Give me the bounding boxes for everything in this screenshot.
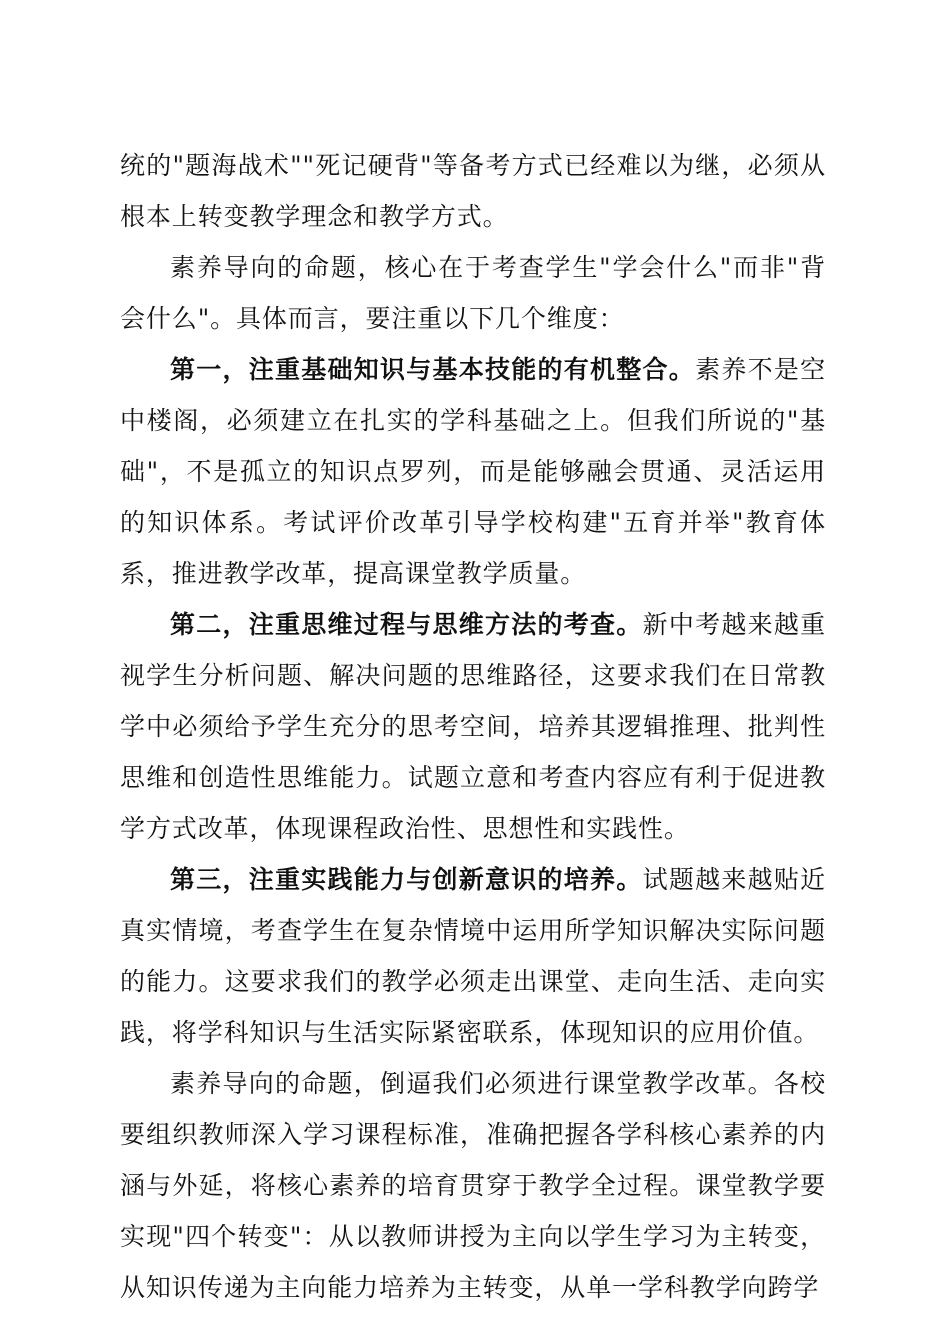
paragraph-4-lead: 第二，注重思维过程与思维方法的考查。 xyxy=(170,610,643,639)
paragraph-4-text: 新中考越来越重视学生分析问题、解决问题的思维路径，这要求我们在日常教学中必须给予学生充分的思考空间，培养其逻辑推理、批判性思维和创造性思维能力。试题立意和考查内容应有利于促进教学方式改革，体现课程政治性、思想性和实践性。 xyxy=(120,610,826,843)
paragraph-3-lead: 第一，注重基础知识与基本技能的有机整合。 xyxy=(170,355,696,384)
paragraph-1 xyxy=(120,140,826,242)
paragraph-6-text: 素养导向的命题，倒逼我们必须进行课堂教学改革。各校要组织教师深入学习课程标准，准确把握各学科核心素养的内涵与外延，将核心素养的培育贯穿于教学全过程。课堂教学要实现"四个转变"：从以教师讲授为主向以学生学习为主转变，从知识传递为主向能力培养为主转变，从单一学科教学向跨学 xyxy=(120,1069,826,1302)
paragraph-2-text: 素养导向的命题，核心在于考查学生"学会什么"而非"背会什么"。具体而言，要注重以下几个维度： xyxy=(120,253,826,333)
paragraph-5-text: 试题越来越贴近真实情境，考查学生在复杂情境中运用所学知识解决实际问题的能力。这要求我们的教学必须走出课堂、走向生活、走向实践，将学科知识与生活实际紧密联系，体现知识的应用价值。 xyxy=(120,865,826,1047)
paragraph-1-text: 统的"题海战术""死记硬背"等备考方式已经难以为继，必须从根本上转变教学理念和教学方式。 xyxy=(120,151,826,231)
paragraph-6 xyxy=(120,1058,826,1313)
paragraph-3 xyxy=(120,344,826,599)
paragraph-5-lead: 第三，注重实践能力与创新意识的培养。 xyxy=(170,865,643,894)
paragraph-5 xyxy=(120,854,826,1058)
paragraph-4 xyxy=(120,599,826,854)
paragraph-2 xyxy=(120,242,826,344)
paragraph-3-text: 素养不是空中楼阁，必须建立在扎实的学科基础之上。但我们所说的"基础"，不是孤立的知识点罗列，而是能够融会贯通、灵活运用的知识体系。考试评价改革引导学校构建"五育并举"教育体系，推进教学改革，提高课堂教学质量。 xyxy=(120,355,826,588)
document-body xyxy=(120,140,826,1313)
